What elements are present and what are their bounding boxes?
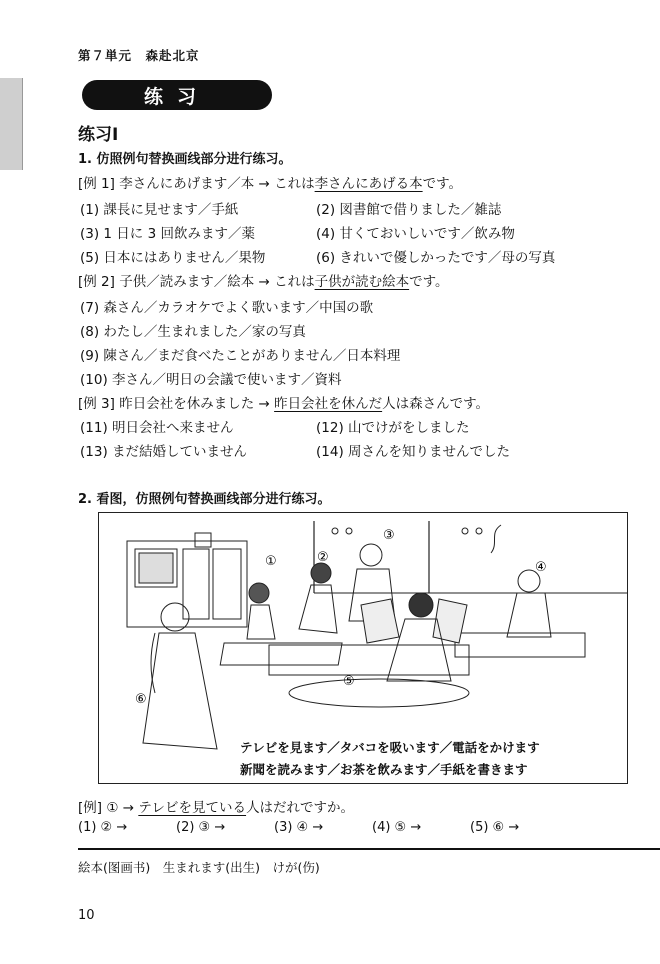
unit-header: 第７単元 森赴北京 xyxy=(78,48,200,63)
item-6: (6) きれいで優しかったです／母の写真 xyxy=(316,250,556,266)
section-title: 练习Ⅰ xyxy=(78,125,119,145)
item-7: (7) 森さん／カラオケでよく歌います／中国の歌 xyxy=(80,300,374,316)
answer-3: (3) ④ → xyxy=(274,820,324,835)
item-2: (2) 図書館で借りました／雑誌 xyxy=(316,202,502,218)
answer-2: (2) ③ → xyxy=(176,820,226,835)
item-1: (1) 課長に見せます／手紙 xyxy=(80,202,239,218)
item-5: (5) 日本にはありません／果物 xyxy=(80,250,266,266)
caption-line-2: 新聞を読みます／お茶を飲みます／手紙を書きます xyxy=(240,762,528,777)
item-12: (12) 山でけがをしました xyxy=(316,420,470,436)
example-3: [例 3] 昨日会社を休みました → 昨日会社を休んだ人は森さんです。 xyxy=(78,396,490,412)
vocabulary-notes: 絵本(图画书) 生まれます(出生) けが(伤) xyxy=(78,860,320,875)
marker-3: ③ xyxy=(383,528,395,543)
caption-line-1: テレビを見ます／タバコを吸います／電話をかけます xyxy=(240,740,540,755)
example-2: [例 2] 子供／読みます／絵本 → これは子供が読む絵本です。 xyxy=(78,274,449,290)
item-3: (3) 1 日に 3 回飲みます／薬 xyxy=(80,226,255,242)
item-9: (9) 陳さん／まだ食べたことがありません／日本料理 xyxy=(80,348,401,364)
item-10: (10) 李さん／明日の会議で使います／資料 xyxy=(80,372,342,388)
item-8: (8) わたし／生まれました／家の写真 xyxy=(80,324,306,340)
divider xyxy=(78,848,660,850)
example-4: [例] ① → テレビを見ている人はだれですか。 xyxy=(78,800,355,816)
question-2: 2. 看图，仿照例句替换画线部分进行练习。 xyxy=(78,492,331,507)
answer-4: (4) ⑤ → xyxy=(372,820,422,835)
page-number: 10 xyxy=(78,908,95,923)
item-13: (13) まだ結婚していません xyxy=(80,444,248,460)
question-1: 1. 仿照例句替换画线部分进行练习。 xyxy=(78,152,292,167)
title-pill: 练习 xyxy=(82,80,272,110)
answer-1: (1) ② → xyxy=(78,820,128,835)
item-4: (4) 甘くておいしいです／飲み物 xyxy=(316,226,515,242)
item-14: (14) 周さんを知りませんでした xyxy=(316,444,511,460)
marker-1: ① xyxy=(265,554,277,569)
side-tab xyxy=(0,78,23,170)
item-11: (11) 明日会社へ来ません xyxy=(80,420,234,436)
marker-2: ② xyxy=(317,550,329,565)
answer-5: (5) ⑥ → xyxy=(470,820,520,835)
marker-5: ⑤ xyxy=(343,674,355,689)
example-1: [例 1] 李さんにあげます／本 → これは李さんにあげる本です。 xyxy=(78,176,463,192)
marker-4: ④ xyxy=(535,560,547,575)
marker-6: ⑥ xyxy=(135,692,147,707)
